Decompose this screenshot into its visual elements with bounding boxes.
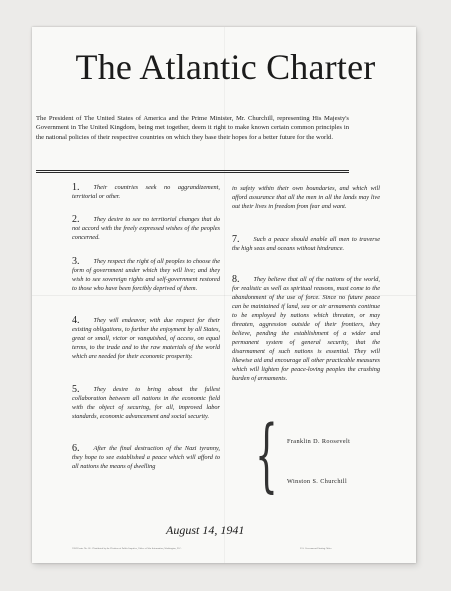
article-6-continuation: in safety within their own boundaries, and which will afford assurance that all the men in all the lands may live out their lives in freedom from fear and want. [232,185,380,210]
fine-print-left: OWI Poster No. 66 · Distributed by the Division of Public Inquiries, Office of War Information, Washington, D.C. [72,547,182,550]
signature-roosevelt: Franklin D. Roosevelt [287,438,351,445]
article-number: 1. [72,182,80,193]
article-number: 5. [72,384,80,395]
fold-line-vertical [224,27,225,563]
intro-paragraph: The President of The United States of America and the Prime Minister, Mr. Churchill, representing His Majesty's Government in The United Kingdom, being met together, deem it right to make known certain common principles in the national policies of their respective countries on which they base their hopes for a better future for the world. [36,115,349,141]
article-1 [72,183,220,201]
page-title: The Atlantic Charter [75,47,376,87]
article-text: They desire to see no territorial changes that do not accord with the freely expressed wishes of the peoples concerned. [72,216,220,241]
article-8 [232,275,380,383]
article-number: 4. [72,315,80,326]
charter-date: August 14, 1941 [166,523,245,537]
article-number: 8. [232,274,240,285]
article-text: Their countries seek no aggrandizement, territorial or other. [72,184,220,200]
article-text: Such a peace should enable all men to traverse the high seas and oceans without hindrance. [232,236,380,252]
article-number: 7. [232,234,240,245]
article-number: 6. [72,443,80,454]
article-text: They will endeavor, with due respect for their existing obligations, to further the enjoyment by all States, great or small, victor or vanquished, of access, on equal terms, to the trade and to the raw materials of the world which are needed for their economic prosperity. [72,317,220,360]
fine-print-right: U.S. Government Printing Office [300,547,332,550]
article-4 [72,316,220,361]
divider-rule-bottom [36,172,349,173]
article-number: 2. [72,214,80,225]
article-2 [72,215,220,242]
article-text: They believe that all of the nations of the world, for realistic as well as spiritual reasons, must come to the abandonment of the use of force. Since no future peace can be maintained if land, sea or air armaments continue to be employed by nations which threaten, or may threaten, aggression outside of their frontiers, they believe, pending the establishment of a wider and permanent system of general security, that the disarmament of such nations is essential. They will likewise aid and encourage all other practicable measures which will lighten for peace-loving peoples the crushing burden of armaments. [232,276,380,382]
article-5 [72,385,220,421]
article-number: 3. [72,256,80,267]
article-3 [72,257,220,293]
article-text: After the final destruction of the Nazi tyranny, they hope to see established a peace which will afford to all nations the means of dwelling [72,445,220,470]
signature-brace: { [255,408,278,501]
article-text: They desire to bring about the fullest collaboration between all nations in the economic field with the object of securing, for all, improved labor standards, economic advancement and social security. [72,386,220,420]
article-7 [232,235,380,253]
article-text: They respect the right of all peoples to choose the form of government under which they will live; and they wish to see sovereign rights and self-government restored to those who have been forcibly deprived of them. [72,258,220,292]
signature-churchill: Winston S. Churchill [287,478,348,485]
divider-rule-top [36,170,349,171]
article-6 [72,444,220,471]
